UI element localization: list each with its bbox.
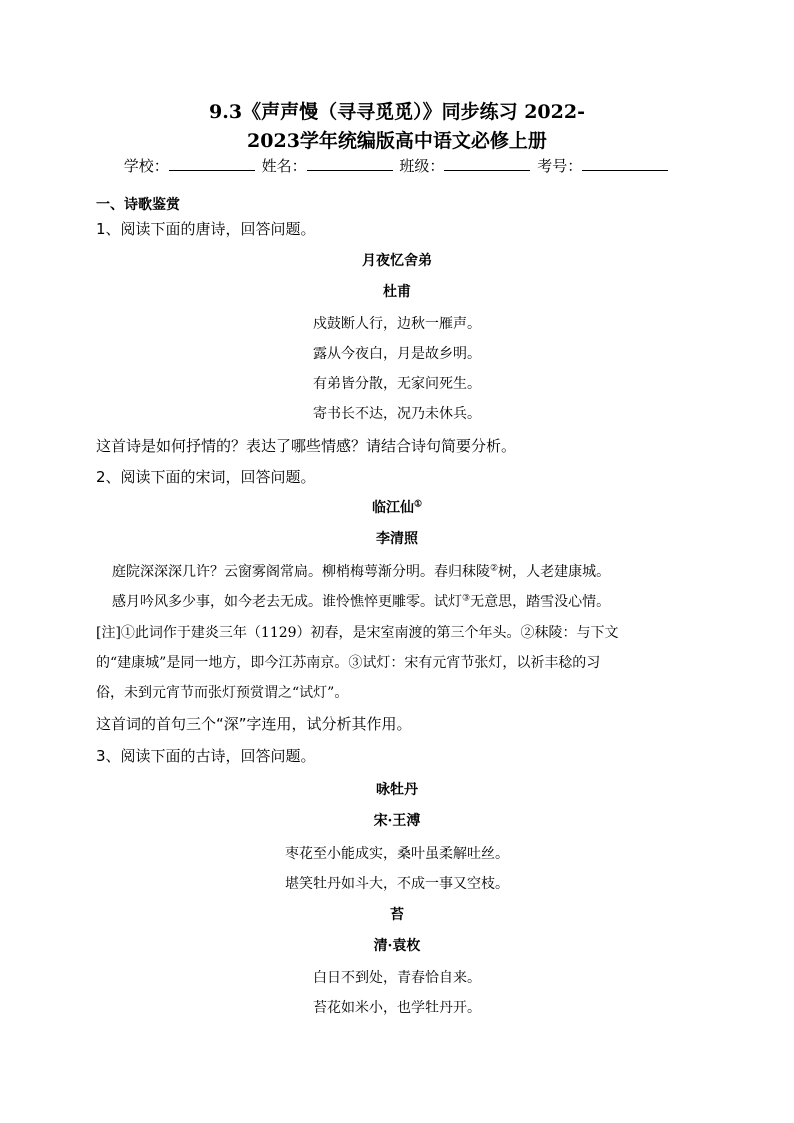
q2-note-line: 俗，未到元宵节而张灯预赏谓之“试灯”。 — [96, 685, 349, 701]
q2-poem-line: 感月吟风多少事，如今老去无成。谁怜憔悴更雕零。试灯③无意思，踏雪没心情。 — [112, 593, 611, 610]
q3-poem2-line: 白日不到处，青春恰自来。 — [313, 970, 481, 986]
footnote-marker: ③ — [462, 593, 471, 604]
student-info-line — [0, 155, 794, 176]
q2-note-line: 的“建康城”是同一地方，即今江苏南京。③试灯：宋有元宵节张灯，以祈丰稔的习 — [96, 655, 601, 671]
q3-poem1-title: 咏牡丹 — [376, 782, 418, 798]
q1-poem-line: 戍鼓断人行，边秋一雁声。 — [313, 316, 481, 332]
section-heading: 一、诗歌鉴赏 — [96, 197, 180, 213]
q2-prompt: 2、阅读下面的宋词，回答问题。 — [96, 468, 316, 486]
q1-poem-title: 月夜忆舍弟 — [362, 253, 432, 269]
class-field[interactable] — [444, 156, 530, 171]
number-label: 考号： — [537, 157, 583, 175]
q2-poem-line: 庭院深深深几许？云窗雾阁常扃。柳梢梅萼渐分明。春归秣陵②树，人老建康城。 — [112, 563, 611, 580]
q1-poem-line: 寄书长不达，况乃未休兵。 — [313, 406, 481, 422]
q3-poem2-author: 清·袁枚 — [373, 938, 421, 954]
q3-poem2-line: 苔花如米小，也学牡丹开。 — [313, 1000, 481, 1016]
q3-poem1-line: 堪笑牡丹如斗大，不成一事又空枝。 — [285, 876, 509, 892]
q1-poem-line: 露从今夜白，月是故乡明。 — [313, 346, 481, 362]
page-title-line1: 9.3《声声慢（寻寻觅觅）》同步练习 2022- — [209, 101, 585, 123]
footnote-marker: ② — [490, 563, 499, 574]
footnote-marker: ① — [413, 499, 423, 510]
class-label: 班级： — [399, 157, 445, 175]
number-field[interactable] — [582, 156, 668, 171]
q1-prompt: 1、阅读下面的唐诗，回答问题。 — [96, 220, 316, 238]
q3-poem1-author: 宋·王溥 — [373, 813, 421, 829]
school-field[interactable] — [169, 156, 255, 171]
q2-question: 这首词的首句三个“深”字连用，试分析其作用。 — [96, 715, 412, 733]
q1-poem-author: 杜甫 — [383, 284, 411, 300]
q2-poem-title: 临江仙① — [371, 499, 423, 516]
name-label: 姓名： — [261, 157, 307, 175]
q1-question: 这首诗是如何抒情的？表达了哪些情感？请结合诗句简要分析。 — [96, 437, 517, 455]
q2-poem-author: 李清照 — [376, 531, 418, 547]
q2-note-line: [注]①此词作于建炎三年（1129）初春，是宋室南渡的第三个年头。②秣陵：与下文 — [96, 625, 619, 641]
page-title-line2: 2023学年统编版高中语文必修上册 — [247, 130, 547, 152]
school-label: 学校： — [123, 157, 169, 175]
q3-poem1-line: 枣花至小能成实，桑叶虽柔解吐丝。 — [285, 846, 509, 862]
name-field[interactable] — [307, 156, 393, 171]
q3-poem2-title: 苔 — [390, 907, 404, 923]
q1-poem-line: 有弟皆分散，无家问死生。 — [313, 376, 481, 392]
q3-prompt: 3、阅读下面的古诗，回答问题。 — [96, 747, 316, 765]
